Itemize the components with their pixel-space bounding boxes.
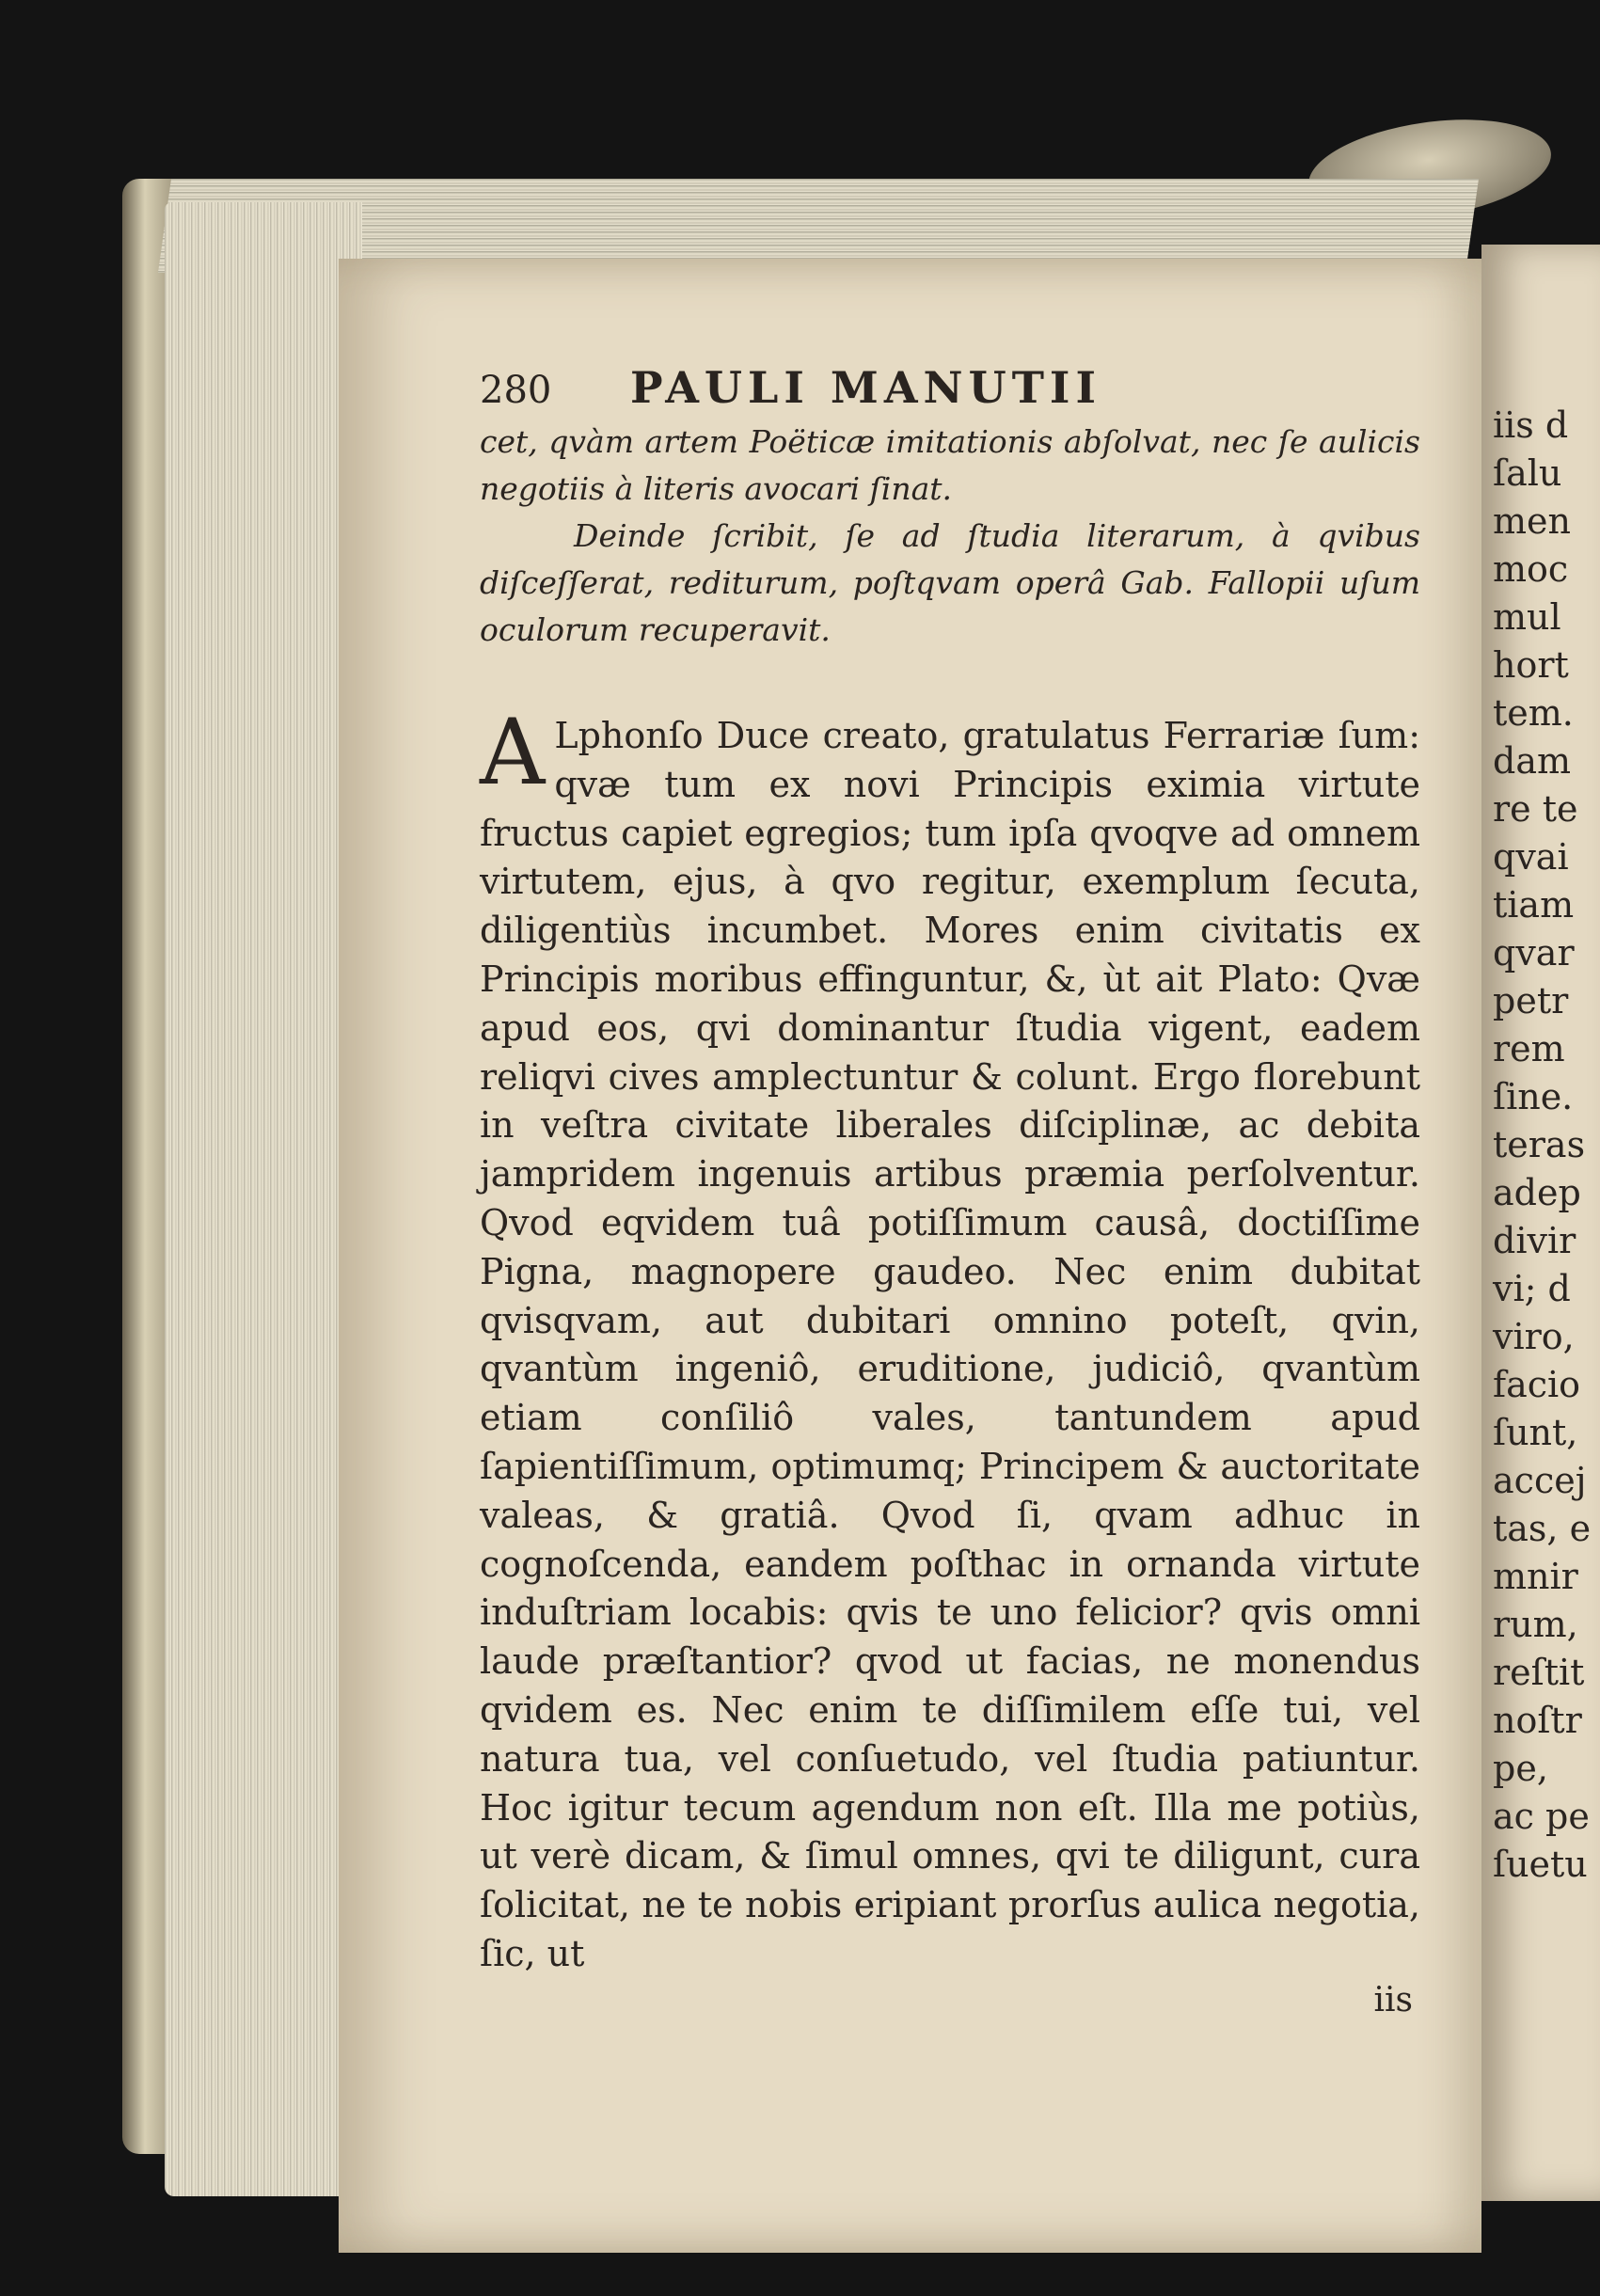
facing-page-fragment: moc	[1493, 548, 1569, 590]
facing-page-fragment: viro,	[1493, 1316, 1575, 1357]
letter-paragraph	[480, 700, 1420, 1979]
facing-page-edge	[1481, 245, 1600, 2201]
letter-body	[480, 700, 1420, 1979]
facing-page-fragment: reſtit	[1493, 1652, 1585, 1693]
facing-page-fragment: rem	[1493, 1028, 1565, 1069]
book-page	[339, 259, 1481, 2253]
facing-page-fragment: pe,	[1493, 1748, 1548, 1789]
facing-page-fragment: tiam	[1493, 884, 1575, 926]
facing-page-fragment: tem.	[1493, 692, 1574, 734]
facing-page-fragment: noſtr	[1493, 1700, 1582, 1741]
italic-summary	[480, 419, 1420, 654]
facing-page-fragment: facio	[1493, 1364, 1581, 1405]
facing-page-fragment: hort	[1493, 644, 1569, 686]
facing-page-fragment: adep	[1493, 1172, 1581, 1213]
facing-page-fragment: rum,	[1493, 1604, 1578, 1645]
facing-page-fragment: iis d	[1493, 404, 1569, 446]
facing-page-fragment: vi; d	[1493, 1268, 1571, 1309]
summary-line-2: Deinde ſcribit, ſe ad ſtudia literarum, à qvibus diſceſſerat, rediturum, poſtqvam operâ Gab. Fallopii uſum oculorum recuperavit.	[480, 517, 1420, 648]
facing-page-fragment: tas, e	[1493, 1508, 1592, 1549]
facing-page-fragment: qvar	[1493, 932, 1575, 974]
page-edges-left	[165, 202, 362, 2196]
facing-page-fragment: mnir	[1493, 1556, 1578, 1597]
facing-page-fragment: ſine.	[1493, 1076, 1574, 1117]
drop-cap: A	[480, 700, 546, 805]
letter-text: Lphonſo Duce creato, gratulatus Ferrariæ ſum: qvæ tum ex novi Principis eximia virtute fructus capiet egregios; tum ipſa qvoqve ad omnem virtutem, ejus, à qvo regitur, exemplum ſecuta, diligentiùs incumbet. Mores enim civitatis ex Principis moribus effinguntur, &, ùt ait Plato: Qvæ apud eos, qvi dominantur ſtudia vigent, eadem reliqvi cives amplectuntur & colunt. Ergo florebunt in veſtra civitate liberales diſciplinæ, ac debita jampridem ingenuis artibus præmia perſolventur. Qvod eqvidem tuâ potiſſimum causâ, doctiſſime Pigna, magnopere gaudeo. Nec enim dubitat qvisqvam, aut dubitari omnino poteſt, qvin, qvantùm ingeniô, eruditione, judiciô, qvantùm etiam conſiliô vales, tantundem apud ſapientiſſimum, optimumq; Principem & auctoritate valeas, & gratiâ. Qvod ſi, qvam adhuc in cognoſcenda, eandem poſthac in ornanda virtute induſtriam locabis: qvis te uno felicior? qvis omni laude præſtantior? qvod ut facias, ne monendus qvidem es. Nec enim te diſſimilem eſſe tui, vel natura tua, vel conſuetudo, vel ſtudia patiuntur. Hoc igitur tecum agendum non eſt. Illa me potiùs, ut verè dicam, & ſimul omnes, qvi te diligunt, cura ſolicitat, ne te nobis eripiant prorſus aulica negotia, ſic, ut	[480, 715, 1420, 1974]
catchword: iis	[1373, 1980, 1413, 2019]
facing-page-fragment: accej	[1493, 1460, 1587, 1501]
facing-page-fragment: ſalu	[1493, 452, 1562, 494]
running-head	[480, 362, 1420, 417]
facing-page-fragment: ac pe	[1493, 1796, 1590, 1837]
summary-line-1: cet, qvàm artem Poëticæ imitationis abſolvat, nec ſe aulicis negotiis à literis avocari ſinat.	[480, 423, 1420, 507]
facing-page-fragment: teras	[1493, 1124, 1586, 1165]
running-title: PAULI MANUTII	[630, 362, 1101, 413]
page-number: 280	[480, 369, 552, 412]
facing-page-fragment: ſunt,	[1493, 1412, 1578, 1453]
page-content	[480, 362, 1420, 2019]
facing-page-fragment: qvai	[1493, 836, 1569, 878]
facing-page-fragment: mul	[1493, 596, 1561, 638]
facing-page-fragment: divir	[1493, 1220, 1576, 1261]
facing-page-fragment: ſuetu	[1493, 1844, 1588, 1885]
facing-page-fragment: men	[1493, 500, 1571, 542]
facing-page-fragment: petr	[1493, 980, 1569, 1021]
facing-page-fragment: re te	[1493, 788, 1578, 830]
facing-page-fragment: dam	[1493, 740, 1572, 782]
